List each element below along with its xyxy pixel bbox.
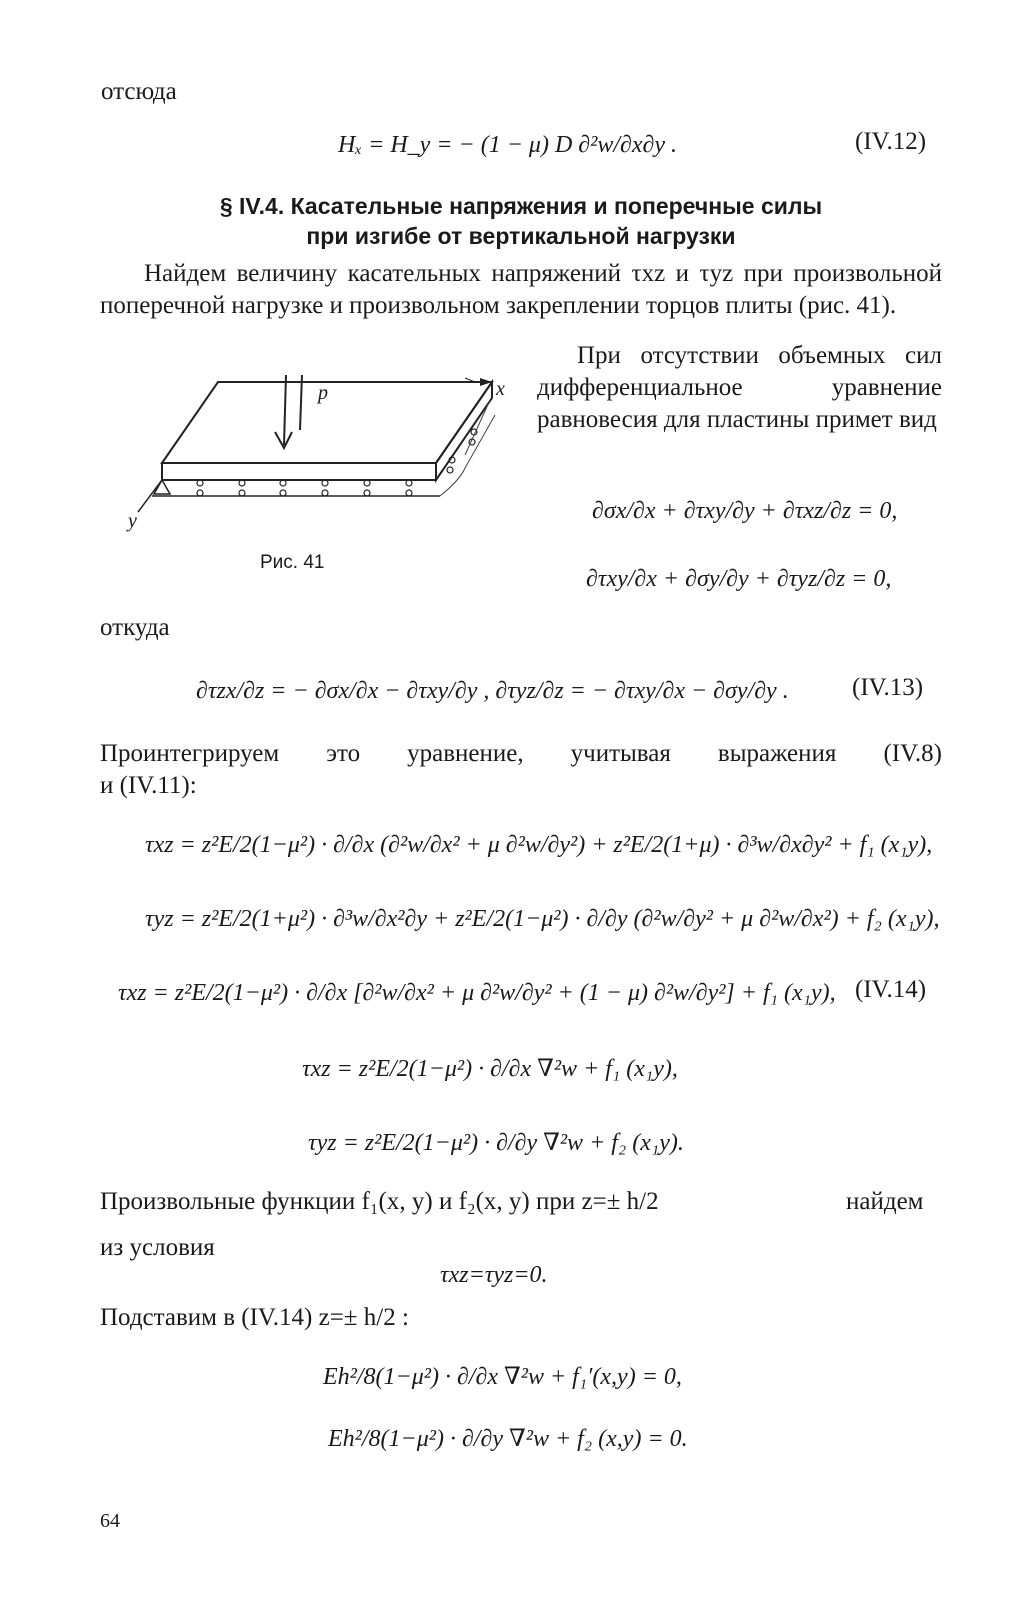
- figure-label-p: p: [318, 382, 328, 404]
- paragraph-integrate-line1: Проинтегрируем это уравнение, учитывая выражения (IV.8): [100, 740, 942, 767]
- equation-tau-xz-1: τxz = z²E/2(1−μ²) · ∂/∂x (∂²w/∂x² + μ ∂²w/∂y²) + z²E/2(1+μ) · ∂³w/∂x∂y² + f₁ (x₁y),: [145, 832, 933, 858]
- equation-number-iv14: (IV.14): [855, 976, 927, 1003]
- equilibrium-equation-2: ∂τxy/∂x + ∂σy/∂y + ∂τyz/∂z = 0,: [586, 566, 892, 592]
- intro-word: отсюда: [101, 78, 177, 105]
- section-title-line2: при изгибе от вертикальной нагрузки: [306, 223, 736, 249]
- paragraph-functions: Произвольные функции f₁(x, y) и f₂(x, y) при z=± h/2: [100, 1188, 659, 1215]
- paragraph-substitute: Подставим в (IV.14) z=± h/2 :: [100, 1304, 409, 1331]
- equilibrium-equation-1: ∂σx/∂x + ∂τxy/∂y + ∂τxz/∂z = 0,: [592, 498, 898, 524]
- equation-number-iv13: (IV.13): [852, 674, 924, 701]
- page-number: 64: [100, 1510, 120, 1532]
- figure-caption: Рис. 41: [260, 552, 325, 573]
- figure-label-y: y: [128, 510, 137, 532]
- equation-number-iv12: (IV.12): [855, 128, 927, 155]
- paragraph-functions-end: найдем: [846, 1188, 924, 1215]
- equation-tau-yz-1: τyz = z²E/2(1+μ²) · ∂³w/∂x²∂y + z²E/2(1−μ²) · ∂/∂y (∂²w/∂y² + μ ∂²w/∂x²) + f₂ (x₁y),: [145, 906, 940, 932]
- equation-iv12: Hₓ = H_y = − (1 − μ) D ∂²w/∂x∂y .: [338, 132, 678, 158]
- equation-tau-xz-2: τxz = z²E/2(1−μ²) · ∂/∂x [∂²w/∂x² + μ ∂²w/∂y² + (1 − μ) ∂²w/∂y²] + f₁ (x₁y),: [118, 980, 836, 1006]
- figure-label-x: x: [496, 378, 505, 400]
- whence-word: откуда: [100, 614, 170, 641]
- final-equation-1: Eh²/8(1−μ²) · ∂/∂x ∇²w + f₁′(x,y) = 0,: [323, 1364, 682, 1390]
- equation-iv13: ∂τzx/∂z = − ∂σx/∂x − ∂τxy/∂y , ∂τyz/∂z = − ∂τxy/∂x − ∂σy/∂y .: [196, 678, 789, 704]
- final-equation-2: Eh²/8(1−μ²) · ∂/∂y ∇²w + f₂ (x,y) = 0.: [328, 1426, 688, 1452]
- plate-figure: [120, 360, 510, 540]
- paragraph-integrate-line2: и (IV.11):: [100, 772, 197, 799]
- paragraph-condition-word: из условия: [100, 1234, 215, 1261]
- equation-tau-yz-laplace: τyz = z²E/2(1−μ²) · ∂/∂y ∇²w + f₂ (x₁y).: [308, 1130, 684, 1156]
- equation-tau-xz-laplace: τxz = z²E/2(1−μ²) · ∂/∂x ∇²w + f₁ (x₁y),: [302, 1056, 678, 1082]
- paragraph-intro: Найдем величину касательных напряжений τxz и τyz при произвольной поперечной нагрузке и произвольном закреплении торцов плиты (рис. 41).: [100, 260, 942, 319]
- boundary-condition: τxz=τyz=0.: [440, 1262, 548, 1288]
- section-title-line1: § IV.4. Касательные напряжения и поперечные силы: [219, 193, 823, 219]
- paragraph-equilibrium: При отсутствии объемных сил дифференциальное уравнение равновесия для пластины примет вид: [537, 342, 942, 433]
